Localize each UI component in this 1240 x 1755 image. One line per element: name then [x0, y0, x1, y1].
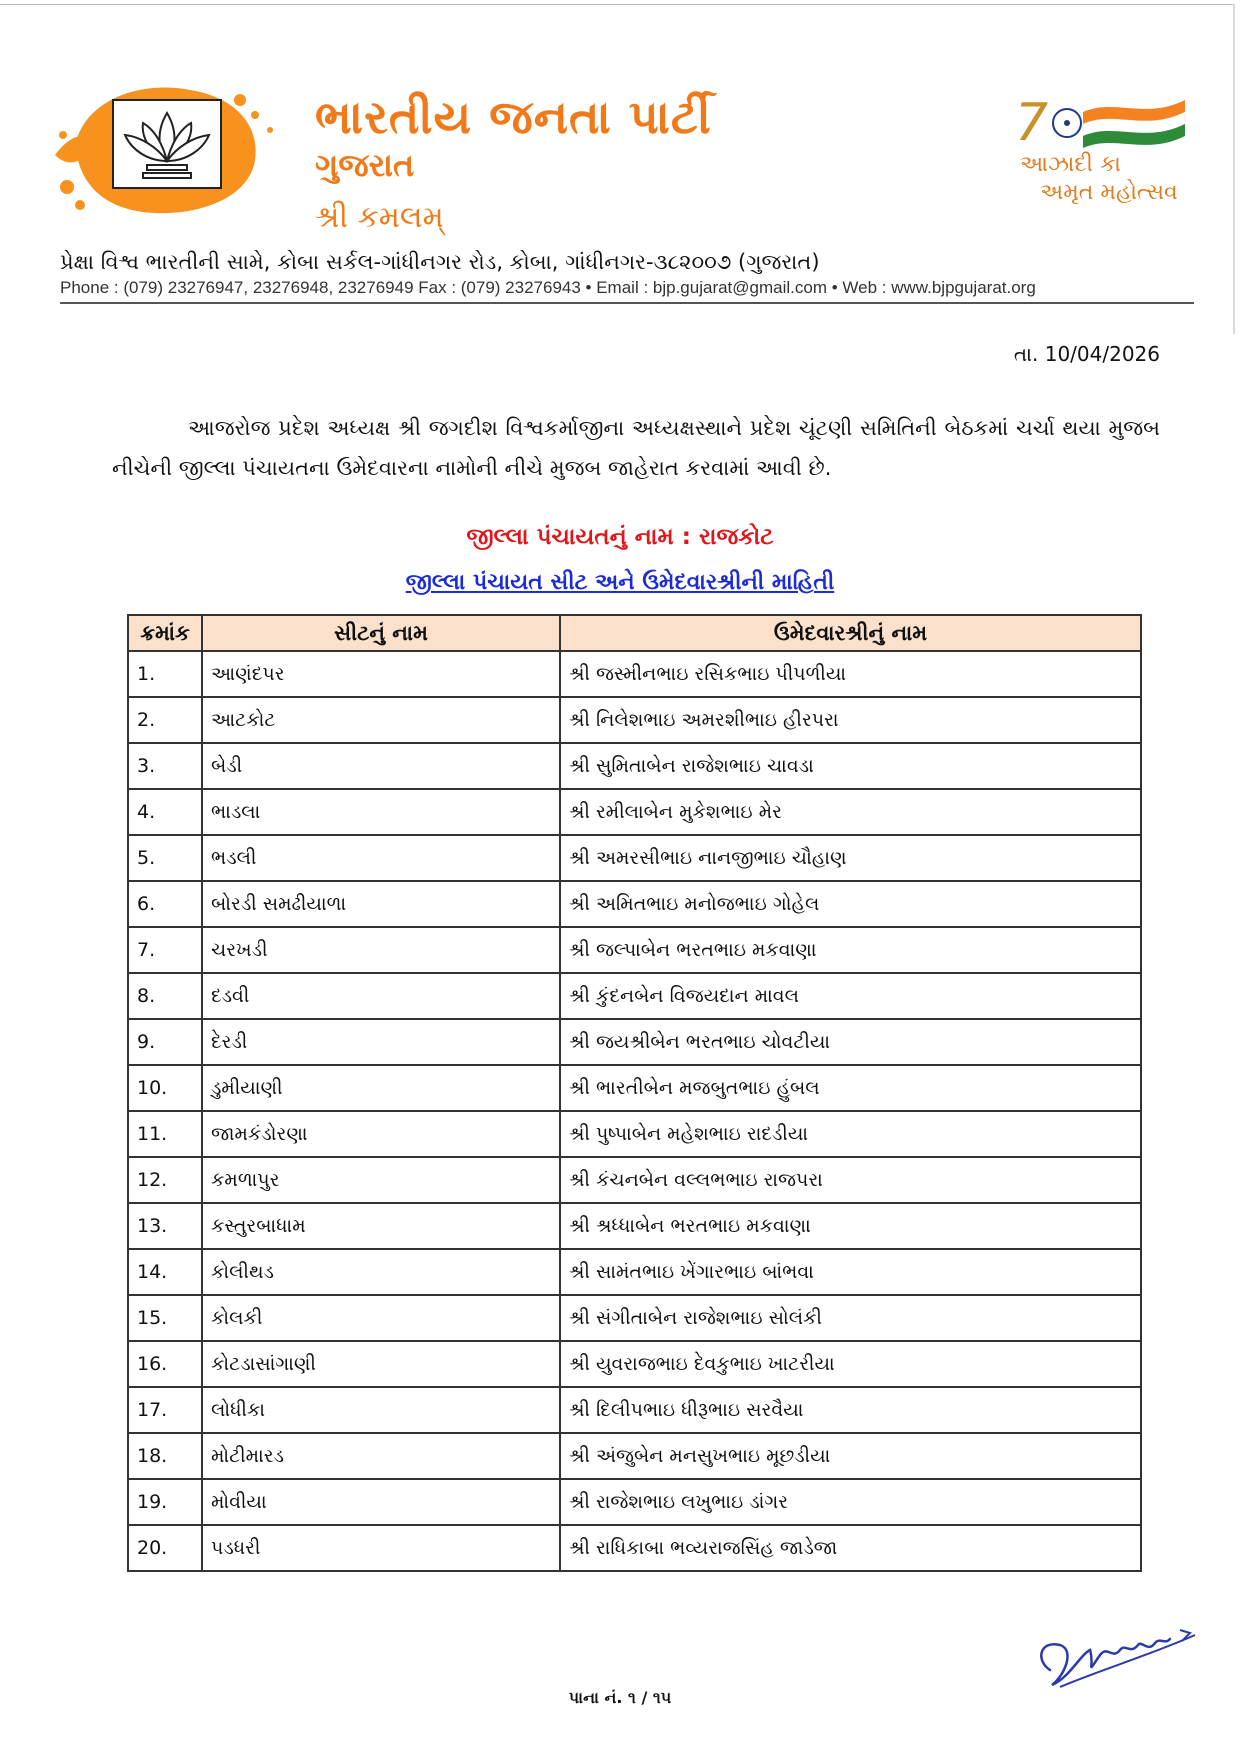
row-candidate-name: શ્રી દિલીપભાઇ ધીરૂભાઇ સરવૈયા [560, 1387, 1141, 1433]
row-serial: 13. [128, 1203, 202, 1249]
row-seat-name: કોલકી [202, 1295, 560, 1341]
row-serial: 8. [128, 973, 202, 1019]
row-candidate-name: શ્રી સંગીતાબેન રાજેશભાઇ સોલંકી [560, 1295, 1141, 1341]
table-row [128, 1203, 1141, 1249]
row-seat-name: કસ્તુરબાધામ [202, 1203, 560, 1249]
table-row [128, 1157, 1141, 1203]
azadi-text-line2: અમૃત મહોત્સવ [1040, 180, 1178, 205]
row-serial: 15. [128, 1295, 202, 1341]
row-seat-name: મોવીયા [202, 1479, 560, 1525]
row-serial: 3. [128, 743, 202, 789]
row-candidate-name: શ્રી જસ્મીનભાઇ રસિકભાઇ પીપળીયા [560, 651, 1141, 697]
table-row [128, 1525, 1141, 1571]
row-candidate-name: શ્રી ભારતીબેન મજબુતભાઇ હુંબલ [560, 1065, 1141, 1111]
row-candidate-name: શ્રી જલ્પાબેન ભરતભાઇ મકવાણા [560, 927, 1141, 973]
row-seat-name: બોરડી સમઢીયાળા [202, 881, 560, 927]
row-serial: 14. [128, 1249, 202, 1295]
row-serial: 4. [128, 789, 202, 835]
row-seat-name: ચરખડી [202, 927, 560, 973]
row-seat-name: કોટડાસાંગાણી [202, 1341, 560, 1387]
header-serial: ક્રમાંક [128, 615, 202, 651]
row-candidate-name: શ્રી સામંતભાઇ ખેંગારભાઇ બાંભવા [560, 1249, 1141, 1295]
page-border [0, 4, 1234, 5]
row-seat-name: મોટીમારડ [202, 1433, 560, 1479]
row-serial: 2. [128, 697, 202, 743]
row-serial: 11. [128, 1111, 202, 1157]
office-address: પ્રેક્ષા વિશ્વ ભારતીની સામે, કોબા સર્કલ-ગાંધીનગર રોડ, કોબા, ગાંધીનગર-૩૮૨૦૦૭ (ગુજરાત) [60, 250, 820, 274]
table-row [128, 881, 1141, 927]
azadi-75-logo [1015, 90, 1205, 160]
office-name: શ્રી કમલમ્ [315, 200, 444, 235]
row-candidate-name: શ્રી સુમિતાબેન રાજેશભાઇ ચાવડા [560, 743, 1141, 789]
row-candidate-name: શ્રી રમીલાબેન મુકેશભાઇ મેર [560, 789, 1141, 835]
table-row [128, 1019, 1141, 1065]
bjp-lotus-logo [55, 75, 280, 225]
table-row [128, 927, 1141, 973]
table-row [128, 835, 1141, 881]
row-serial: 18. [128, 1433, 202, 1479]
table-row [128, 1341, 1141, 1387]
org-name: ભારતીય જનતા પાર્ટી [315, 90, 712, 144]
table-caption: જીલ્લા પંચાયત સીટ અને ઉમેદવારશ્રીની માહિતી [405, 570, 835, 595]
row-candidate-name: શ્રી કુંદનબેન વિજયદાન માવલ [560, 973, 1141, 1019]
row-seat-name: ડુમીયાણી [202, 1065, 560, 1111]
table-row [128, 651, 1141, 697]
letter-date: તા. 10/04/2026 [1013, 342, 1160, 366]
table-header-row [128, 615, 1141, 651]
svg-text:7: 7 [1015, 93, 1049, 153]
row-candidate-name: શ્રી શ્રધ્ધાબેન ભરતભાઇ મકવાણા [560, 1203, 1141, 1249]
header-divider [60, 302, 1194, 304]
row-serial: 1. [128, 651, 202, 697]
table-row [128, 1111, 1141, 1157]
row-seat-name: લોધીકા [202, 1387, 560, 1433]
row-serial: 10. [128, 1065, 202, 1111]
contact-info: Phone : (079) 23276947, 23276948, 23276949 Fax : (079) 23276943 • Email : bjp.gujarat@gmail.com • Web : www.bjpgujarat.org [60, 278, 1036, 297]
row-serial: 7. [128, 927, 202, 973]
candidate-table [127, 614, 1142, 1572]
row-candidate-name: શ્રી પુષ્પાબેન મહેશભાઇ રાદડીયા [560, 1111, 1141, 1157]
signature [1030, 1615, 1200, 1695]
header-candidate: ઉમેદવારશ્રીનું નામ [560, 615, 1141, 651]
row-serial: 6. [128, 881, 202, 927]
table-row [128, 973, 1141, 1019]
row-seat-name: બેડી [202, 743, 560, 789]
table-row [128, 1249, 1141, 1295]
row-seat-name: કમળાપુર [202, 1157, 560, 1203]
row-candidate-name: શ્રી રાજેશભાઇ લખુભાઇ ડાંગર [560, 1479, 1141, 1525]
row-seat-name: આણંદપર [202, 651, 560, 697]
table-row [128, 697, 1141, 743]
row-serial: 16. [128, 1341, 202, 1387]
row-candidate-name: શ્રી અમરસીભાઇ નાનજીભાઇ ચૌહાણ [560, 835, 1141, 881]
table-row [128, 1295, 1141, 1341]
row-seat-name: ભાડલા [202, 789, 560, 835]
row-seat-name: જામકંડોરણા [202, 1111, 560, 1157]
header-seat: સીટનું નામ [202, 615, 560, 651]
table-row [128, 1387, 1141, 1433]
row-serial: 5. [128, 835, 202, 881]
table-row [128, 743, 1141, 789]
page-number: પાના નં. ૧ / ૧૫ [568, 1688, 672, 1707]
row-candidate-name: શ્રી અમિતભાઇ મનોજભાઇ ગોહેલ [560, 881, 1141, 927]
row-seat-name: કોલીથડ [202, 1249, 560, 1295]
row-candidate-name: શ્રી કંચનબેન વલ્લભભાઇ રાજપરા [560, 1157, 1141, 1203]
row-serial: 17. [128, 1387, 202, 1433]
intro-paragraph: આજરોજ પ્રદેશ અધ્યક્ષ શ્રી જગદીશ વિશ્વકર્માજીના અધ્યક્ષસ્થાને પ્રદેશ ચૂંટણી સમિતિની બેઠકમાં ચર્ચા થયા મુજબ નીચેની જીલ્લા પંચાયતના ઉમેદવારના નામોની નીચે મુજબ જાહેરાત કરવામાં આવી છે. [112, 416, 1160, 480]
row-seat-name: પડધરી [202, 1525, 560, 1571]
row-seat-name: ભડલી [202, 835, 560, 881]
row-serial: 12. [128, 1157, 202, 1203]
table-row [128, 789, 1141, 835]
page-border-right [1233, 4, 1235, 334]
table-row [128, 1479, 1141, 1525]
row-serial: 9. [128, 1019, 202, 1065]
row-seat-name: આટકોટ [202, 697, 560, 743]
row-candidate-name: શ્રી રાધિકાબા ભવ્યરાજસિંહ જાડેજા [560, 1525, 1141, 1571]
table-row [128, 1433, 1141, 1479]
row-serial: 19. [128, 1479, 202, 1525]
row-candidate-name: શ્રી જયશ્રીબેન ભરતભાઇ ચોવટીયા [560, 1019, 1141, 1065]
table-row [128, 1065, 1141, 1111]
row-candidate-name: શ્રી નિલેશભાઇ અમરશીભાઇ હીરપરા [560, 697, 1141, 743]
row-seat-name: દડવી [202, 973, 560, 1019]
row-candidate-name: શ્રી યુવરાજભાઇ દેવકુભાઇ ખાટરીયા [560, 1341, 1141, 1387]
district-title: જીલ્લા પંચાયતનું નામ : રાજકોટ [466, 524, 774, 550]
row-candidate-name: શ્રી અંજુબેન મનસુખભાઇ મૂછડીયા [560, 1433, 1141, 1479]
row-serial: 20. [128, 1525, 202, 1571]
azadi-text-line1: આઝાદી કા [1020, 152, 1121, 177]
org-state: ગુજરાત [315, 146, 415, 184]
row-seat-name: દેરડી [202, 1019, 560, 1065]
